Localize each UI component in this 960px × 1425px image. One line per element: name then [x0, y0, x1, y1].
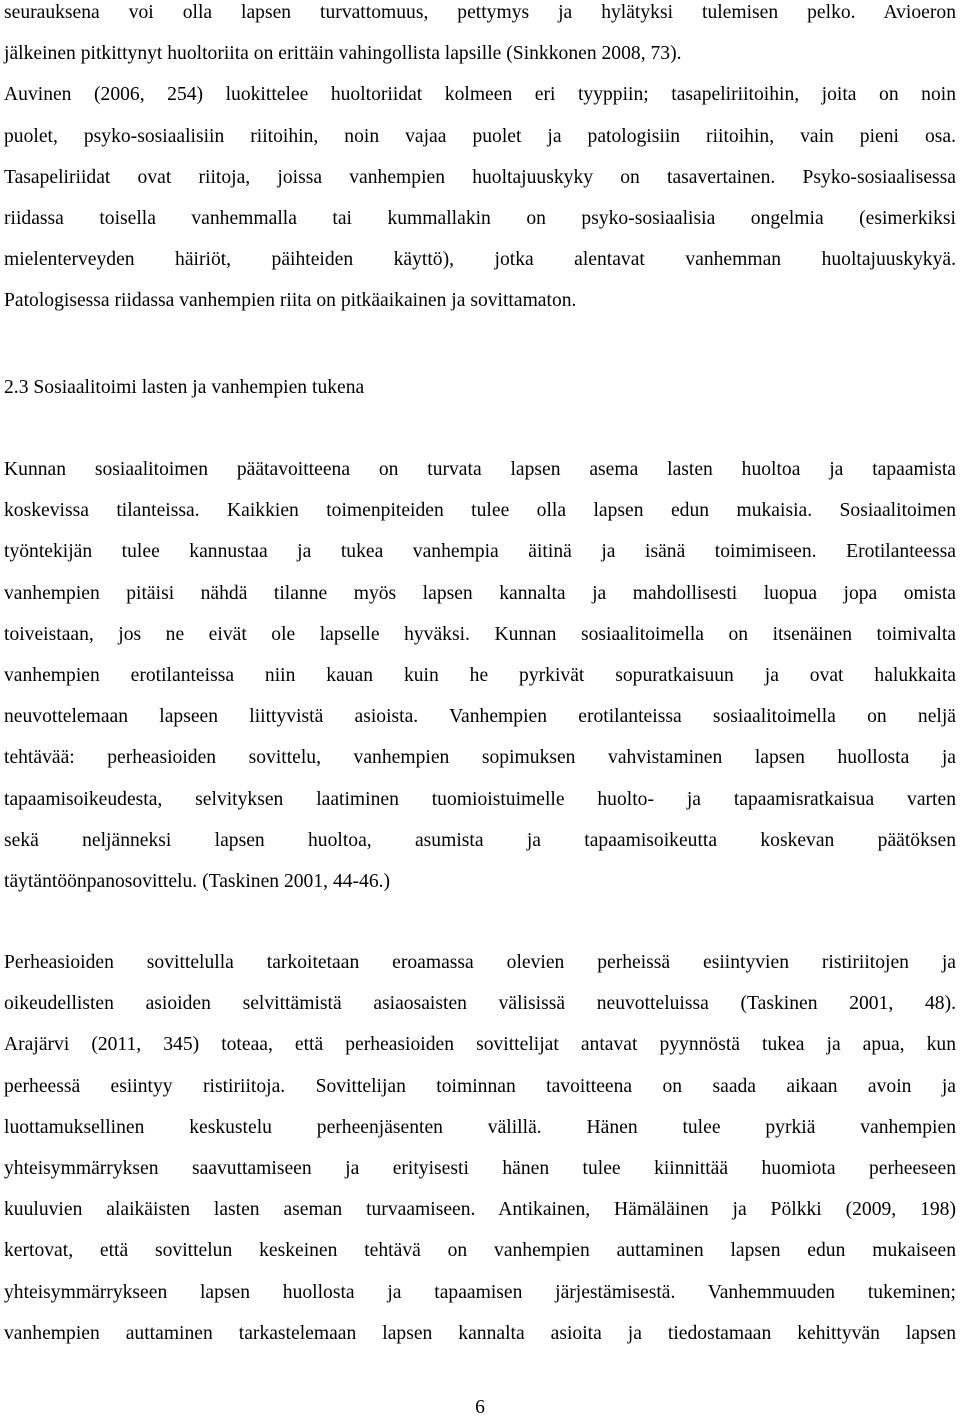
text-line: Perheasioiden sovittelulla tarkoitetaan eroamassa olevien perheissä esiintyvien ristiriitojen ja: [4, 952, 956, 973]
text-line: Arajärvi (2011, 345) toteaa, että perheasioiden sovittelijat antavat pyynnöstä tukea ja apua, kun: [4, 1034, 956, 1056]
text-line: mielenterveyden häiriöt, päihteiden käyttö), jotka alentavat vanhemman huoltajuuskykyä.: [4, 249, 956, 271]
paragraph-1: [4, 0, 956, 322]
text-line: tapaamisoikeudesta, selvityksen laatiminen tuomioistuimelle huolto- ja tapaamisratkaisua varten: [4, 788, 956, 810]
text-line: neuvottelemaan lapseen liittyvistä asioista. Vanhempien erotilanteissa sosiaalitoimella on neljä: [4, 706, 956, 728]
paragraph-2: [4, 449, 956, 902]
text-line: työntekijän tulee kannustaa ja tukea vanhempia äitinä ja isänä toimimiseen. Erotilanteessa: [4, 541, 956, 563]
text-line: sekä neljänneksi lapsen huoltoa, asumista ja tapaamisoikeutta koskevan päätöksen: [4, 829, 956, 851]
page-number: 6: [475, 1397, 485, 1418]
section-heading: 2.3 Sosiaalitoimi lasten ja vanhempien tukena: [4, 377, 365, 398]
text-line: yhteisymmärryksen saavuttamiseen ja erityisesti hänen tulee kiinnittää huomiota perheeseen: [4, 1157, 956, 1179]
text-line: Patologisessa riidassa vanhempien riita on pitkäaikainen ja sovittamaton.: [4, 290, 577, 312]
text-line: perheessä esiintyy ristiriitoja. Sovittelijan toiminnan tavoitteena on saada aikaan avoin ja: [4, 1075, 956, 1097]
text-line: jälkeinen pitkittynyt huoltoriita on erittäin vahingollista lapsille (Sinkkonen 2008, 73).: [4, 43, 682, 65]
text-line: vanhempien erotilanteissa niin kauan kuin he pyrkivät sopuratkaisuun ja ovat halukkaita: [4, 664, 956, 686]
text-line: seurauksena voi olla lapsen turvattomuus, pettymys ja hylätyksi tulemisen pelko. Avioeron: [4, 2, 956, 23]
text-line: Tasapeliriidat ovat riitoja, joissa vanhempien huoltajuuskyky on tasavertainen. Psyko-sosiaalisessa: [4, 166, 956, 188]
text-line: täytäntöönpanosovittelu. (Taskinen 2001, 44-46.): [4, 870, 391, 892]
text-line: tehtävää: perheasioiden sovittelu, vanhempien sopimuksen vahvistaminen lapsen huollosta ja: [4, 747, 956, 769]
text-line: kertovat, että sovittelun keskeinen tehtävä on vanhempien auttaminen lapsen edun mukaiseen: [4, 1240, 956, 1262]
text-line: koskevissa tilanteissa. Kaikkien toimenpiteiden tulee olla lapsen edun mukaisia. Sosiaalitoimen: [4, 500, 956, 522]
text-line: toiveistaan, jos ne eivät ole lapselle hyväksi. Kunnan sosiaalitoimella on itsenäinen toimivalta: [4, 623, 956, 645]
text-line: riidassa toisella vanhemmalla tai kummallakin on psyko-sosiaalisia ongelmia (esimerkiksi: [4, 207, 956, 229]
text-line: Kunnan sosiaalitoimen päätavoitteena on turvata lapsen asema lasten huoltoa ja tapaamista: [4, 459, 956, 480]
text-line: vanhempien auttaminen tarkastelemaan lapsen kannalta asioita ja tiedostamaan kehittyvän lapsen: [4, 1322, 956, 1344]
text-line: luottamuksellinen keskustelu perheenjäsenten välillä. Hänen tulee pyrkiä vanhempien: [4, 1116, 956, 1138]
text-line: puolet, psyko-sosiaalisiin riitoihin, noin vajaa puolet ja patologisiin riitoihin, vain pieni osa.: [4, 125, 956, 147]
text-line: yhteisymmärrykseen lapsen huollosta ja tapaamisen järjestämisestä. Vanhemmuuden tukeminen;: [4, 1281, 956, 1303]
paragraph-3: [4, 942, 956, 1354]
text-line: vanhempien pitäisi nähdä tilanne myös lapsen kannalta ja mahdollisesti luopua jopa omista: [4, 582, 956, 604]
text-line: oikeudellisten asioiden selvittämistä asiaosaisten välisissä neuvotteluissa (Taskinen 2001, 48).: [4, 993, 956, 1015]
text-line: Auvinen (2006, 254) luokittelee huoltoriidat kolmeen eri tyyppiin; tasapeliriitoihin, joita on noin: [4, 84, 956, 106]
text-line: kuuluvien alaikäisten lasten aseman turvaamiseen. Antikainen, Hämäläinen ja Pölkki (2009, 198): [4, 1199, 956, 1221]
